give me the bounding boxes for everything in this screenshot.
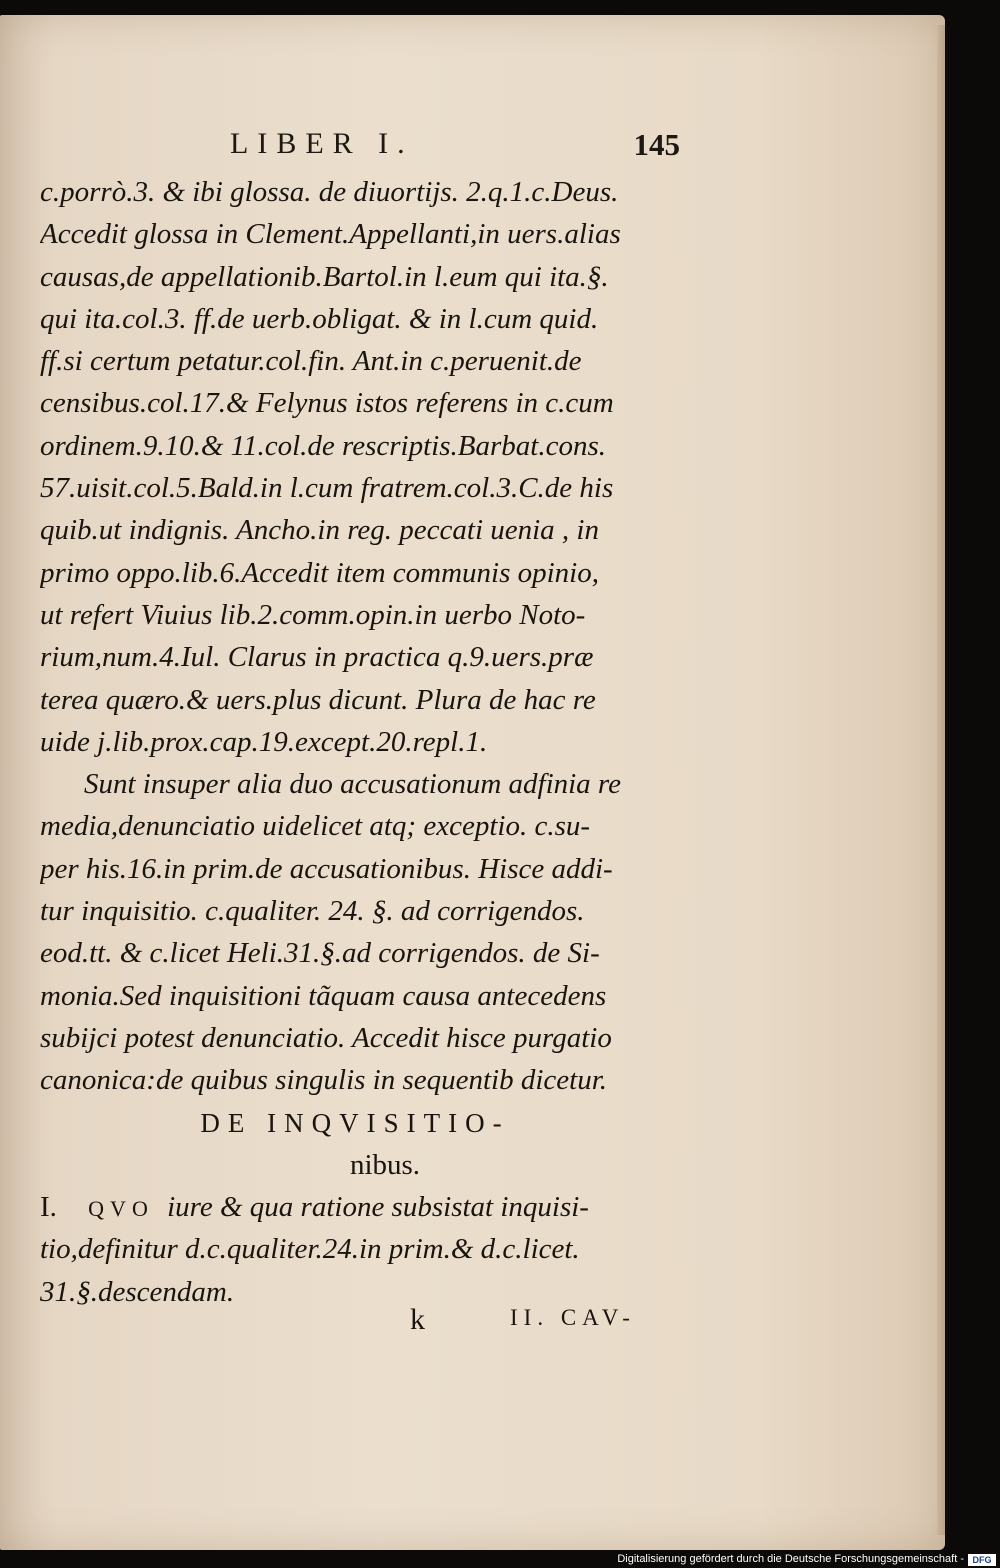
- dfg-logo: DFG: [968, 1554, 996, 1566]
- book-page: [0, 15, 945, 1550]
- text-line: subijci potest denunciatio. Accedit hisce purgatio: [40, 1021, 612, 1054]
- text-line: per his.16.in prim.de accusationibus. Hisce addi-: [40, 852, 613, 885]
- text-line: canonica:de quibus singulis in sequentib dicetur.: [40, 1064, 608, 1097]
- text-line: 31.§.descendam.: [40, 1275, 235, 1308]
- text-line: censibus.col.17.& Felynus istos referens in c.cum: [40, 387, 614, 420]
- text-line: ordinem.9.10.& 11.col.de rescriptis.Barbat.cons.: [40, 429, 606, 462]
- numbered-line: [40, 1186, 670, 1228]
- catchword: II. CAV-: [510, 1305, 636, 1330]
- text-block: [40, 171, 670, 1313]
- section-subheading: nibus.: [349, 1148, 421, 1181]
- text-line: terea quæro.& uers.plus dicunt. Plura de hac re: [40, 683, 596, 716]
- text-line: causas,de appellationib.Bartol.in l.eum qui ita.§.: [40, 260, 609, 293]
- text-line: 57.uisit.col.5.Bald.in l.cum fratrem.col.3.C.de his: [40, 472, 614, 505]
- text-line: Sunt insuper alia duo accusationum adfinia re: [84, 768, 622, 801]
- text-line: primo oppo.lib.6.Accedit item communis opinio,: [40, 556, 599, 589]
- text-line: media,denunciatio uidelicet atq; exceptio. c.su-: [40, 810, 591, 843]
- text-line: eod.tt. & c.licet Heli.31.§.ad corrigendos. de Si-: [40, 937, 600, 970]
- text-line: tio,definitur d.c.qualiter.24.in prim.& d.c.licet.: [40, 1233, 580, 1266]
- text-line: rium,num.4.Iul. Clarus in practica q.9.uers.præ: [40, 641, 594, 674]
- smallcaps-word: QVO: [88, 1196, 154, 1222]
- text-line: ut refert Viuius lib.2.comm.opin.in uerbo Noto-: [40, 598, 586, 631]
- item-number: I.: [40, 1191, 57, 1224]
- text-line: qui ita.col.3. ff.de uerb.obligat. & in l.cum quid.: [40, 302, 599, 335]
- footer-marks: [400, 1303, 680, 1353]
- section-heading: DE INQVISITIO-: [200, 1107, 510, 1138]
- running-head: [230, 127, 700, 163]
- running-title: LIBER I.: [230, 127, 414, 160]
- text-line: uide j.lib.prox.cap.19.except.20.repl.1.: [40, 725, 488, 758]
- text-line: Accedit glossa in Clement.Appellanti,in uers.alias: [40, 218, 621, 251]
- page-number: 145: [633, 127, 680, 162]
- page-edge: [937, 25, 945, 1535]
- text-line: monia.Sed inquisitioni tãquam causa antecedens: [40, 979, 607, 1012]
- text-line: quib.ut indignis. Ancho.in reg. peccati uenia , in: [40, 514, 599, 547]
- text-line: tur inquisitio. c.qualiter. 24. §. ad corrigendos.: [40, 895, 585, 928]
- signature-mark: k: [410, 1303, 425, 1336]
- text-line: ff.si certum petatur.col.fin. Ant.in c.peruenit.de: [40, 345, 582, 378]
- text-line: c.porrò.3. & ibi glossa. de diuortijs. 2.q.1.c.Deus.: [40, 176, 619, 208]
- funding-credit: Digitalisierung gefördert durch die Deutsche Forschungsgemeinschaft -: [617, 1553, 964, 1565]
- numbered-text: iure & qua ratione subsistat inquisi-: [167, 1191, 589, 1224]
